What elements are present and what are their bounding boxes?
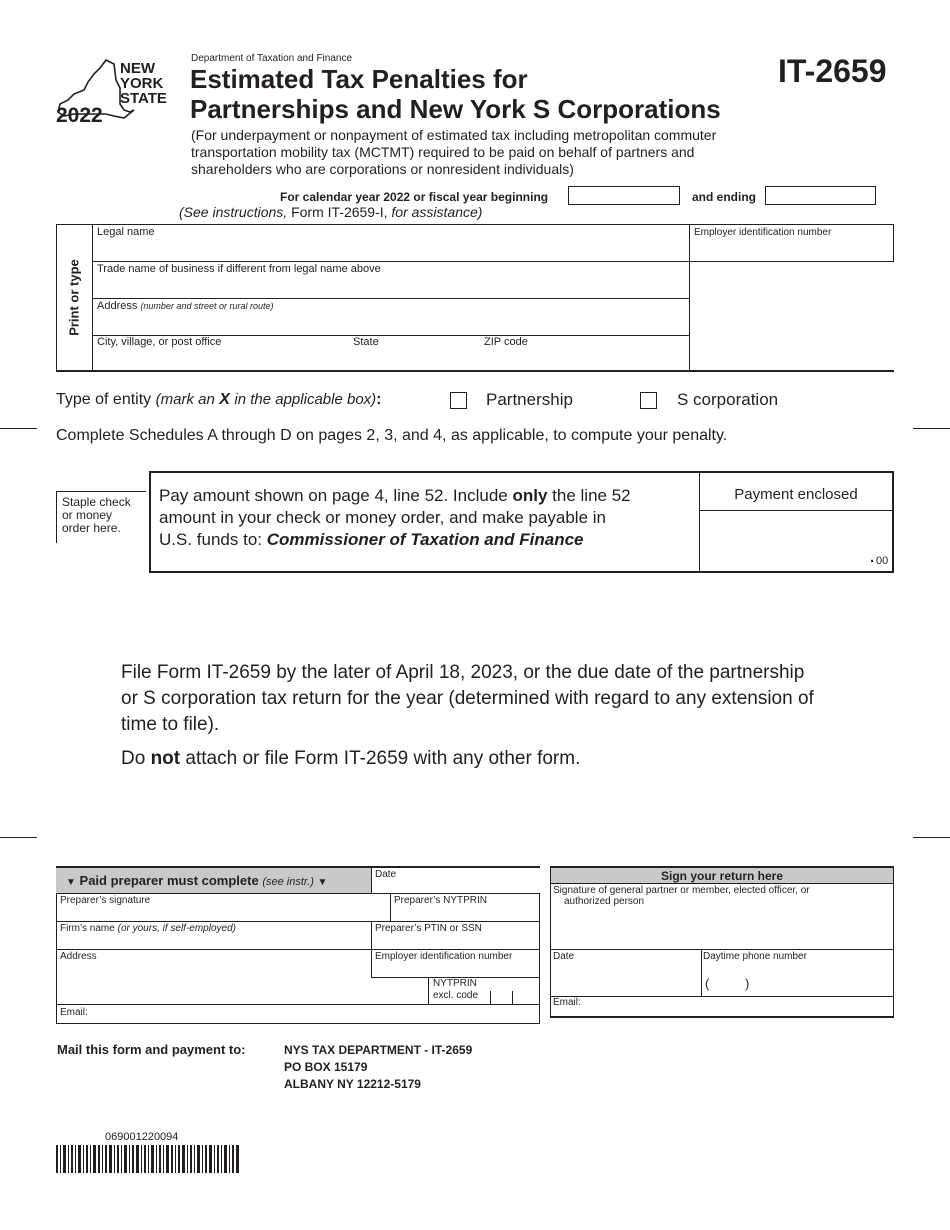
nytprin-excl-code-input[interactable] xyxy=(491,991,512,1004)
do-text: Do xyxy=(121,748,146,769)
city-label: City, village, or post office xyxy=(97,336,222,348)
signer-date-field[interactable] xyxy=(551,950,701,996)
paid-preparer-header xyxy=(66,873,327,888)
legal-name-field[interactable] xyxy=(92,224,689,261)
ein-field[interactable] xyxy=(690,224,893,261)
entity-type-text: Type of entity xyxy=(56,391,152,408)
subtitle-line1: (For underpayment or nonpayment of estimated tax including metropolitan commuter xyxy=(191,127,717,143)
barcode-icon xyxy=(56,1145,239,1173)
fiscal-year-beginning-label: For calendar year 2022 or fiscal year beginning xyxy=(280,190,549,204)
address-label xyxy=(97,300,273,312)
filing-deadline-line1: File Form IT-2659 by the later of April 18, 2023, or the due date of the partnership xyxy=(121,662,805,683)
not-text: not xyxy=(150,748,181,769)
trade-name-label: Trade name of business if different from legal name above xyxy=(97,263,381,275)
form-title-line2: Partnerships and New York S Corporations xyxy=(190,94,721,124)
schedules-instruction: Complete Schedules A through D on pages 2, 3, and 4, as applicable, to compute your penalty. xyxy=(56,427,728,444)
payment-text1: Pay amount shown on page 4, line 52. Include xyxy=(159,486,508,505)
address-field[interactable] xyxy=(92,298,689,335)
preparer-nytprin-field[interactable] xyxy=(391,894,540,921)
mail-address-line2: PO BOX 15179 xyxy=(284,1060,368,1074)
staple-line1: Staple check xyxy=(62,495,131,509)
preparer-ptin-field[interactable] xyxy=(372,922,540,949)
print-or-type-label: Print or type xyxy=(66,259,82,336)
address-label-text: Address xyxy=(97,300,138,312)
ein-label: Employer identification number xyxy=(694,227,832,238)
payment-text-line1 xyxy=(159,485,631,507)
form-year: 2022 xyxy=(56,104,103,127)
entity-note-b: in the applicable box) xyxy=(234,391,377,408)
margin-tick-right-2 xyxy=(913,837,950,838)
address-label-note: (number and street or rural route) xyxy=(140,301,274,311)
mail-address-line1: NYS TAX DEPARTMENT - IT-2659 xyxy=(284,1043,473,1057)
partnership-checkbox[interactable] xyxy=(450,392,467,409)
payment-box xyxy=(149,471,894,573)
daytime-phone-field[interactable] xyxy=(702,950,893,996)
entity-type-label xyxy=(56,391,381,409)
preparer-signature-label: Preparer’s signature xyxy=(60,895,151,906)
margin-tick-left-2 xyxy=(0,837,37,838)
payment-only: only xyxy=(512,486,548,505)
entity-colon: : xyxy=(376,391,382,408)
state-label: State xyxy=(353,336,379,348)
trade-name-field[interactable] xyxy=(92,261,689,298)
preparer-ein-field[interactable] xyxy=(372,950,540,977)
phone-area-close: ) xyxy=(745,976,750,991)
fiscal-year-ending-input[interactable] xyxy=(765,186,876,205)
state-name-line2: YORK xyxy=(120,75,164,92)
payment-enclosed-label: Payment enclosed xyxy=(734,486,858,503)
filing-deadline-line3: time to file). xyxy=(121,714,220,735)
nys-logo xyxy=(54,58,179,128)
paid-preparer-header-note: (see instr.) xyxy=(262,876,314,888)
preparer-email-field[interactable] xyxy=(57,1005,539,1023)
instructions-form: Form IT-2659-I, xyxy=(291,204,388,220)
state-name-line3: STATE xyxy=(120,90,167,107)
sign-return-header: Sign your return here xyxy=(660,869,784,883)
department-name: Department of Taxation and Finance xyxy=(191,53,353,64)
nytprin-excl-line2: excl. code xyxy=(433,990,479,1001)
down-arrow-icon: ▼ xyxy=(66,877,76,888)
instructions-c: for assistance) xyxy=(391,204,483,220)
fiscal-year-ending-label: and ending xyxy=(692,190,756,204)
payment-payee: Commissioner of Taxation and Finance xyxy=(266,530,584,549)
preparer-ptin-label: Preparer’s PTIN or SSN xyxy=(375,923,482,934)
nytprin-excl-line1: NYTPRIN xyxy=(433,978,477,989)
signer-date-label: Date xyxy=(553,951,575,962)
preparer-date-field[interactable] xyxy=(372,868,540,893)
do-not-attach-note xyxy=(121,746,580,772)
signer-signature-label-1: Signature of general partner or member, elected officer, or xyxy=(553,885,810,896)
payment-text-line2: amount in your check or money order, and make payable in xyxy=(159,508,606,527)
filing-deadline-line2: or S corporation tax return for the year (determined with regard to any extension of xyxy=(121,688,814,709)
preparer-address-field[interactable] xyxy=(57,950,371,1004)
preparer-email-label: Email: xyxy=(60,1007,88,1018)
partnership-label: Partnership xyxy=(486,390,573,409)
mail-to-label: Mail this form and payment to: xyxy=(57,1042,246,1057)
state-name-line1: NEW xyxy=(120,60,155,77)
staple-line3: order here. xyxy=(62,521,121,535)
legal-name-label: Legal name xyxy=(97,226,155,238)
barcode-number: 069001220094 xyxy=(105,1131,179,1143)
city-field[interactable] xyxy=(92,335,689,370)
fiscal-year-beginning-input[interactable] xyxy=(568,186,680,205)
staple-line2: or money xyxy=(62,508,113,522)
s-corporation-label: S corporation xyxy=(677,390,779,409)
firm-name-field[interactable] xyxy=(57,922,371,949)
paid-preparer-header-text: Paid preparer must complete xyxy=(79,873,259,888)
form-number: IT-2659 xyxy=(778,53,887,89)
payment-text1b: the line 52 xyxy=(552,486,631,505)
form-title-line1: Estimated Tax Penalties for xyxy=(190,64,528,94)
subtitle-line2: transportation mobility tax (MCTMT) required to be paid on behalf of partners and xyxy=(191,144,695,160)
signer-signature-field[interactable] xyxy=(551,884,893,949)
payment-text-line3 xyxy=(159,529,584,551)
amount-decimal-point: . xyxy=(870,549,875,566)
taxpayer-block xyxy=(56,224,894,372)
margin-tick-right-1 xyxy=(913,428,950,429)
payment-text3: U.S. funds to: xyxy=(159,530,262,549)
margin-tick-left-1 xyxy=(0,428,37,429)
preparer-date-label: Date xyxy=(375,869,397,880)
instructions-reference xyxy=(179,204,482,220)
s-corporation-checkbox[interactable] xyxy=(640,392,657,409)
paid-preparer-block xyxy=(56,866,540,1024)
daytime-phone-label: Daytime phone number xyxy=(703,951,807,962)
attach-text: attach or file Form IT-2659 with any other form. xyxy=(185,748,581,769)
firm-name-label xyxy=(60,923,236,934)
signer-email-label: Email: xyxy=(553,997,581,1008)
signer-email-field[interactable] xyxy=(551,997,893,1016)
preparer-address-label: Address xyxy=(60,951,97,962)
instructions-a: (See instructions, xyxy=(179,204,288,220)
firm-name-text: Firm’s name xyxy=(60,923,115,934)
amount-cents: 00 xyxy=(876,555,889,567)
down-arrow-icon-2: ▼ xyxy=(317,877,328,888)
preparer-signature-field[interactable] xyxy=(57,894,390,921)
entity-note-a: (mark an xyxy=(155,391,215,408)
sign-return-block xyxy=(550,866,894,1018)
subtitle-line3: shareholders who are corporations or nonresident individuals) xyxy=(191,161,574,177)
payment-enclosed-amount[interactable] xyxy=(700,511,892,571)
preparer-ein-label: Employer identification number xyxy=(375,951,513,962)
staple-area xyxy=(56,491,146,543)
zip-label: ZIP code xyxy=(484,336,528,348)
mail-address-line3: ALBANY NY 12212-5179 xyxy=(284,1077,421,1091)
firm-name-note: (or yours, if self-employed) xyxy=(117,923,236,934)
phone-area-open: ( xyxy=(705,976,710,991)
nytprin-excl-label xyxy=(433,978,478,1002)
entity-note-x: X xyxy=(219,391,230,408)
preparer-nytprin-label: Preparer’s NYTPRIN xyxy=(394,895,487,906)
signer-signature-label-2: authorized person xyxy=(564,896,645,907)
